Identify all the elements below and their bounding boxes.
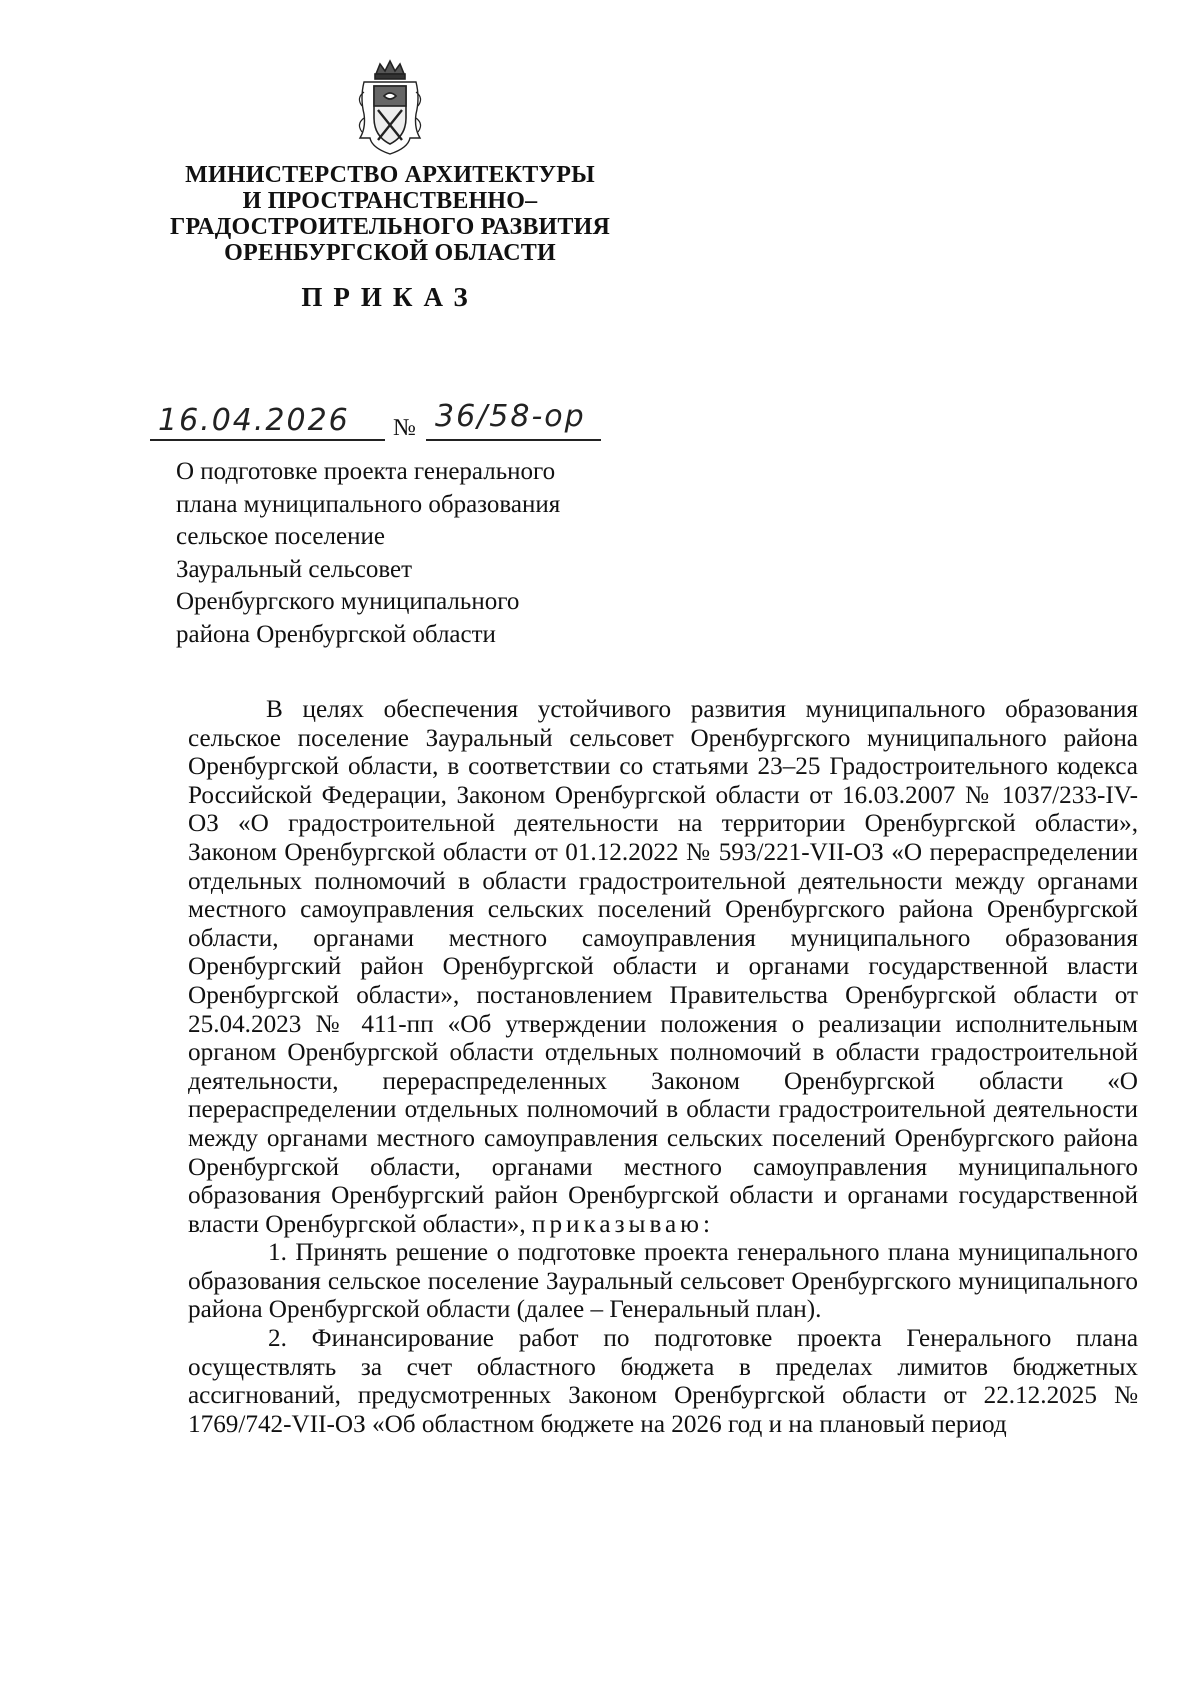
order-date-number [150,399,630,445]
order-item: 1. Принять решение о подготовке проекта генерального плана муниципального образования сельское поселение Зауральный сельсовет Оренбургского муниципального района Оренбургской области (далее – Генеральный план). [188,1239,1138,1324]
order-item: 2. Финансирование работ по подготовке проекта Генерального плана осуществлять за счет областного бюджета в пределах лимитов бюджетных ассигнований, предусмотренных Законом Оренбургской области от 22.12.2025 № 1769/742-VII-ОЗ «Об областном бюджете на 2026 год и на плановый период [188,1325,1138,1438]
order-body [188,696,1138,1439]
order-word: приказываю: [531,1210,714,1238]
subject-line: Оренбургского муниципального [176,588,520,615]
ministry-line: И ПРОСТРАНСТВЕННО– [242,188,538,214]
order-subject [176,456,646,651]
subject-line: Зауральный сельсовет [176,555,412,583]
date-underline [150,439,385,441]
subject-line: сельское поселение [176,523,385,550]
ministry-line: ОРЕНБУРГСКОЙ ОБЛАСТИ [224,240,556,266]
ministry-line: МИНИСТЕРСТВО АРХИТЕКТУРЫ [185,162,595,188]
preamble-paragraph [188,696,1138,1239]
number-underline [426,439,601,441]
document-type-title: ПРИКАЗ [301,282,479,312]
order-date: 16.04.2026 [158,403,350,438]
order-number: 36/58-ор [435,399,586,434]
number-sign: № [393,415,416,441]
ministry-name [150,162,630,266]
coat-of-arms-emblem [350,58,430,158]
ministry-line: ГРАДОСТРОИТЕЛЬНОГО РАЗВИТИЯ [169,214,611,240]
subject-line: района Оренбургской области [176,620,496,648]
subject-line: О подготовке проекта генерального [176,458,556,485]
subject-line: плана муниципального образования [176,490,561,518]
preamble-text: В целях обеспечения устойчивого развития муниципального образования сельское поселение Зауральный сельсовет Оренбургского муниципального района Оренбургской области, в соответствии со статьями 23–25 Градостроительного кодекса Российской Федерации, Законом Оренбургской области от 16.03.2007 № 1037/233-IV-ОЗ «О градостроительной деятельности на территории Оренбургской области», Законом Оренбургской области от 01.12.2022 № 593/221-VII-ОЗ «О перераспределении отдельных полномочий в области градостроительной деятельности между органами местного самоуправления сельских поселений Оренбургского района Оренбургской области, органами местного самоуправления муниципального образования Оренбургский район Оренбургской области и органами государственной власти Оренбургской области», постановлением Правительства Оренбургской области от 25.04.2023 № 411-пп «Об утверждении положения о реализации исполнительным органом Оренбургской области отдельных полномочий в области градостроительной деятельности, перераспределенных Законом Оренбургской области «О перераспределении отдельных полномочий в области градостроительной деятельности между органами местного самоуправления сельских поселений Оренбургского района Оренбургской области, органами местного самоуправления муниципального образования Оренбургский район Оренбургской области и органами государственной власти Оренбургской области», [188,696,1138,1238]
